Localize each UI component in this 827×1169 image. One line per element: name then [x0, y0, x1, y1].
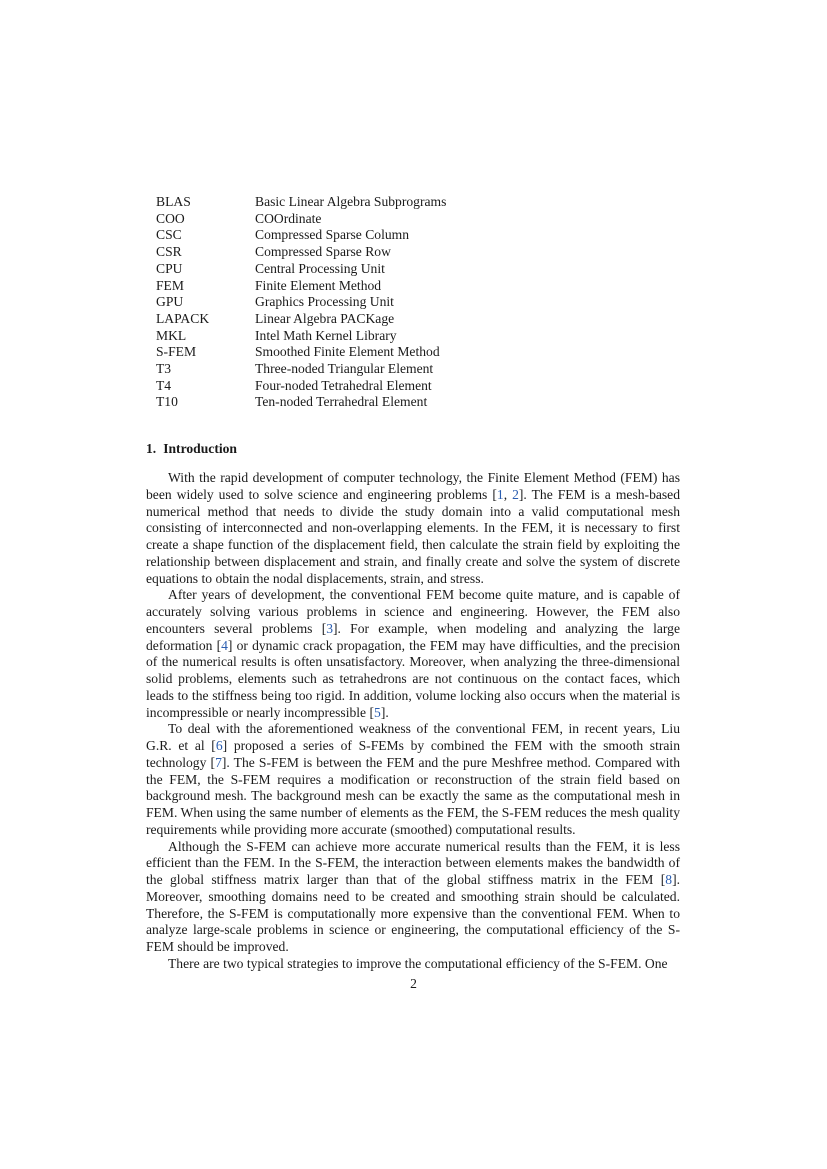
abbreviation-row: [156, 261, 446, 278]
paragraph-text: There are two typical strategies to improve the computational efficiency of the S-FEM. One: [168, 955, 668, 971]
abbreviation-definition: Compressed Sparse Column: [255, 227, 410, 243]
paragraph-text: ].: [380, 704, 389, 720]
abbreviations-table: [156, 194, 446, 411]
abbreviation-term: T10: [156, 394, 178, 410]
abbreviation-definition: Graphics Processing Unit: [255, 294, 394, 310]
abbreviation-term: GPU: [156, 294, 184, 310]
abbreviation-term: CSR: [156, 244, 182, 260]
abbreviation-row: [156, 311, 446, 328]
body-text: [146, 470, 680, 973]
paragraph-text: ] or dynamic crack propagation, the FEM may have difficulties, and the precision of the numerical results is often unsatisfactory. Moreover, when analyzing the three-dimensional solid problems, elements such as tetrahedrons are not continuous on the contact faces, which leads to the stiffness being too rigid. In addition, volume locking also occurs when the material is incompressible or nearly incompressible [: [146, 637, 680, 720]
abbreviation-term: S-FEM: [156, 344, 197, 360]
paragraph: [146, 587, 680, 721]
abbreviation-definition: Three-noded Triangular Element: [255, 361, 434, 377]
abbreviations-body: [156, 194, 446, 411]
citation-link[interactable]: 8: [665, 872, 673, 887]
paragraph-text: ]. The S-FEM is between the FEM and the pure Meshfree method. Compared with the FEM, the S-FEM requires a modification or reconstruction of the strain field based on background mesh. The background mesh can be exactly the same as the computational mesh in FEM. When using the same number of elements as the FEM, the S-FEM reduces the mesh quality requirements while providing more accurate (smoothed) computational results.: [146, 754, 680, 837]
abbreviation-definition: Four-noded Tetrahedral Element: [255, 377, 432, 393]
abbreviation-definition: Basic Linear Algebra Subprograms: [255, 194, 447, 209]
abbreviation-definition: Central Processing Unit: [255, 260, 385, 276]
abbreviation-row: [156, 211, 446, 228]
abbreviation-definition: Ten-noded Terrahedral Element: [255, 394, 428, 410]
section-heading: [146, 440, 237, 457]
abbreviation-row: [156, 278, 446, 295]
abbreviation-definition: COOrdinate: [255, 210, 322, 226]
citation-link[interactable]: 5: [374, 704, 381, 720]
abbreviation-term: FEM: [156, 277, 184, 293]
citation-link[interactable]: 2: [512, 486, 519, 502]
paragraph-text: ] proposed a series of S-FEMs by combined the FEM with the smooth strain technology [: [146, 738, 680, 770]
abbreviation-row: [156, 227, 446, 244]
abbreviation-term: CSC: [156, 227, 182, 243]
abbreviation-term: T3: [156, 361, 172, 377]
abbreviation-row: [156, 244, 446, 261]
abbreviation-row: [156, 378, 446, 395]
citation-link[interactable]: 3: [326, 620, 334, 636]
abbreviation-definition: Linear Algebra PACKage: [255, 310, 395, 326]
abbreviation-term: BLAS: [156, 194, 191, 209]
citation-link[interactable]: 1: [496, 486, 504, 502]
section-title: Introduction: [163, 441, 237, 456]
abbreviation-term: COO: [156, 210, 185, 226]
abbreviation-row: [156, 394, 446, 411]
paragraph-text: To deal with the aforementioned weakness of the conventional FEM, in recent years, Liu G.R. et al [: [146, 721, 680, 753]
abbreviation-term: LAPACK: [156, 310, 210, 326]
abbreviation-term: CPU: [156, 260, 183, 276]
abbreviation-definition: Smoothed Finite Element Method: [255, 344, 440, 360]
paragraph: [146, 839, 680, 956]
paragraph-text: After years of development, the conventional FEM become quite mature, and is capable of accurately solving various problems in science and engineering. However, the FEM also encounters several problems [: [146, 587, 680, 636]
citation-link[interactable]: 6: [215, 738, 223, 753]
abbreviation-row: [156, 344, 446, 361]
abbreviation-term: T4: [156, 377, 172, 393]
paragraph-text: ,: [503, 486, 513, 502]
abbreviation-row: [156, 194, 446, 211]
paragraph-text: Although the S-FEM can achieve more accurate numerical results than the FEM, it is less efficient than the FEM. In the S-FEM, the interaction between elements makes the bandwidth of the global stiffness matrix larger than that of the global stiffness matrix in the FEM [: [146, 838, 680, 887]
citation-link[interactable]: 4: [221, 637, 228, 653]
paragraph-text: ]. Moreover, smoothing domains need to be created and smoothing strain should be calculated. Therefore, the S-FEM is computationally more expensive than the conventional FEM. When to analyze large-scale problems in science or engineering, the computational efficiency of the S-FEM should be improved.: [146, 872, 680, 954]
abbreviation-term: MKL: [156, 327, 187, 343]
citation-link[interactable]: 7: [215, 754, 222, 770]
paragraph-text: ]. For example, when modeling and analyzing the large deformation [: [146, 620, 680, 653]
abbreviation-row: [156, 361, 446, 378]
paragraph: [146, 721, 680, 838]
paragraph: [146, 470, 680, 587]
paragraph: [146, 956, 680, 973]
abbreviation-definition: Finite Element Method: [255, 277, 382, 293]
paragraph-text: ]. The FEM is a mesh-based numerical method that needs to divide the study domain into a valid computational mesh consisting of interconnected and non-overlapping elements. In the FEM, it is necessary to first create a shape function of the displacement field, then calculate the strain field by exploiting the relationship between displacement and strain, and finally create and solve the system of discrete equations to obtain the nodal displacements, strain, and stress.: [146, 486, 681, 586]
paragraph-text: With the rapid development of computer technology, the Finite Element Method (FEM) has been widely used to solve science and engineering problems [: [146, 470, 680, 502]
abbreviation-row: [156, 294, 446, 311]
abbreviation-definition: Intel Math Kernel Library: [255, 327, 397, 343]
abbreviation-row: [156, 328, 446, 345]
abbreviation-definition: Compressed Sparse Row: [255, 244, 391, 260]
section-number: 1.: [146, 441, 157, 456]
page-number: 2: [410, 976, 417, 991]
